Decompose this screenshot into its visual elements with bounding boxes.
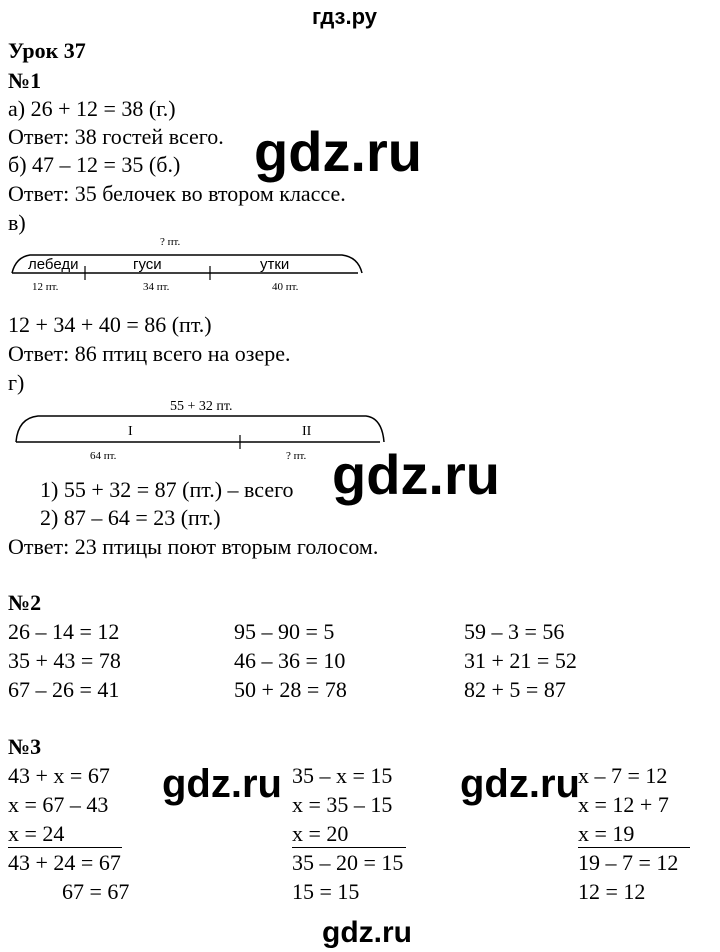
task3-eq-line: x – 7 = 12 bbox=[578, 763, 668, 788]
watermark: gdz.ru bbox=[332, 443, 500, 506]
task3-number: №3 bbox=[8, 734, 42, 759]
task1-number: №1 bbox=[8, 68, 42, 93]
diagram-v-total: ? пт. bbox=[160, 236, 181, 248]
diagram-g-seg-1: I bbox=[128, 424, 133, 439]
task1g-step1: 1) 55 + 32 = 87 (пт.) – всего bbox=[40, 477, 294, 502]
watermark: gdz.ru bbox=[460, 762, 580, 806]
diagram-g-val-2: ? пт. bbox=[286, 450, 307, 462]
task1a-equation: а) 26 + 12 = 38 (г.) bbox=[8, 96, 176, 121]
diagram-g-val-1: 64 пт. bbox=[90, 450, 117, 462]
task2-cell: 59 – 3 = 56 bbox=[464, 619, 565, 644]
task2-cell: 95 – 90 = 5 bbox=[234, 619, 335, 644]
task3-eq-check: 43 + 24 = 67 bbox=[8, 850, 121, 875]
diagram-v-val-3: 40 пт. bbox=[272, 281, 299, 293]
diagram-v-seg-2: гуси bbox=[133, 256, 162, 273]
diagram-v bbox=[10, 235, 370, 295]
diagram-v-seg-3: утки bbox=[260, 256, 290, 273]
task2-cell: 67 – 26 = 41 bbox=[8, 677, 120, 702]
diagram-g-brace bbox=[16, 416, 384, 442]
task3-eq-check: 67 = 67 bbox=[62, 879, 130, 904]
diagram-g-total: 55 + 32 пт. bbox=[170, 399, 233, 414]
task1g-step2: 2) 87 – 64 = 23 (пт.) bbox=[40, 505, 221, 530]
task2-cell: 46 – 36 = 10 bbox=[234, 648, 346, 673]
watermark: gdz.ru bbox=[322, 916, 412, 949]
task3-eq-line: 43 + x = 67 bbox=[8, 763, 110, 788]
diagram-v-val-2: 34 пт. bbox=[143, 281, 170, 293]
task3-eq-line: x = 35 – 15 bbox=[292, 792, 393, 817]
task1g-answer: Ответ: 23 птицы поют вторым голосом. bbox=[8, 534, 379, 559]
task1v-answer: Ответ: 86 птиц всего на озере. bbox=[8, 341, 291, 366]
site-header: гдз.ру bbox=[312, 4, 377, 29]
task1g-label: г) bbox=[8, 370, 25, 395]
task1a-answer: Ответ: 38 гостей всего. bbox=[8, 124, 224, 149]
task3-eq-line: 35 – x = 15 bbox=[292, 763, 393, 788]
task3-eq-line: x = 12 + 7 bbox=[578, 792, 669, 817]
task3-eq-result: x = 24 bbox=[8, 821, 122, 848]
task3-eq-result: x = 19 bbox=[578, 821, 690, 848]
task1v-equation: 12 + 34 + 40 = 86 (пт.) bbox=[8, 312, 212, 337]
task3-eq-check: 15 = 15 bbox=[292, 879, 360, 904]
lesson-title: Урок 37 bbox=[8, 38, 86, 63]
task3-eq-check: 35 – 20 = 15 bbox=[292, 850, 404, 875]
task2-cell: 82 + 5 = 87 bbox=[464, 677, 566, 702]
task3-eq-check: 12 = 12 bbox=[578, 879, 646, 904]
task2-cell: 35 + 43 = 78 bbox=[8, 648, 121, 673]
task2-cell: 50 + 28 = 78 bbox=[234, 677, 347, 702]
task3-eq-line: x = 67 – 43 bbox=[8, 792, 109, 817]
diagram-v-seg-1: лебеди bbox=[28, 256, 79, 273]
diagram-v-val-1: 12 пт. bbox=[32, 281, 59, 293]
task1b-equation: б) 47 – 12 = 35 (б.) bbox=[8, 152, 181, 177]
task1v-label: в) bbox=[8, 210, 26, 235]
task3-eq-result: x = 20 bbox=[292, 821, 406, 848]
watermark: gdz.ru bbox=[162, 762, 282, 806]
task2-number: №2 bbox=[8, 590, 42, 615]
task2-cell: 26 – 14 = 12 bbox=[8, 619, 120, 644]
diagram-g-seg-2: II bbox=[302, 424, 312, 439]
task2-cell: 31 + 21 = 52 bbox=[464, 648, 577, 673]
task3-eq-check: 19 – 7 = 12 bbox=[578, 850, 679, 875]
task1b-answer: Ответ: 35 белочек во втором классе. bbox=[8, 181, 346, 206]
watermark: gdz.ru bbox=[254, 120, 422, 183]
